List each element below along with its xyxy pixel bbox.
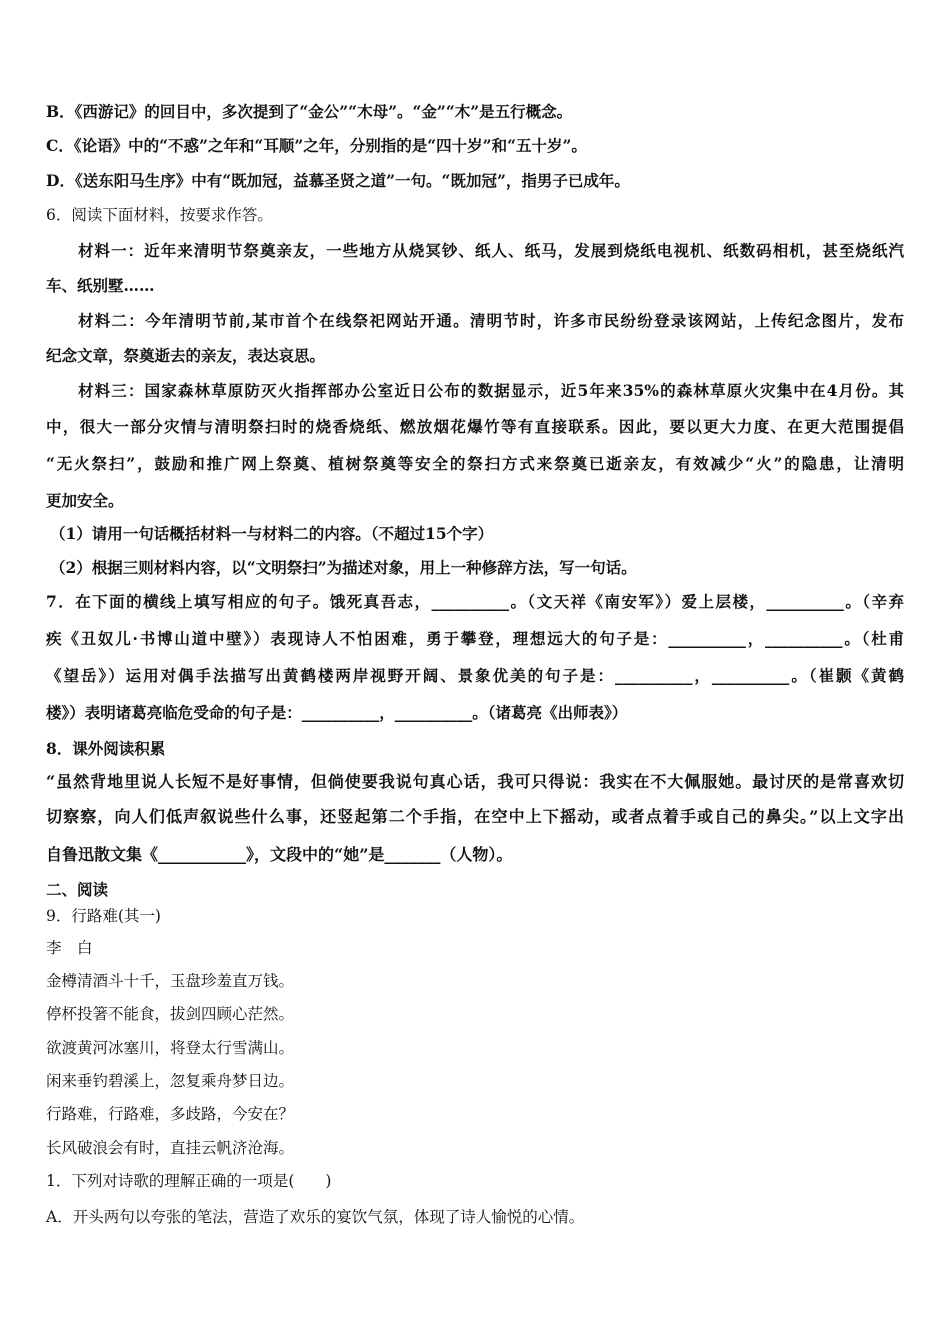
q6-material2-line1: 材料二：今年清明节前,某市首个在线祭祀网站开通。清明节时，许多市民纷纷登录该网站，上传纪念图片，发布 — [78, 311, 904, 330]
q6-material3-line3: “无火祭扫”，鼓励和推广网上祭奠、植树祭奠等安全的祭扫方式来祭奠已逝亲友，有效减少“火”的隐患，让清明 — [46, 454, 904, 473]
q6-sub2: （2）根据三则材料内容，以“文明祭扫”为描述对象，用上一种修辞方法，写一句话。 — [50, 558, 637, 577]
q8-line3: 自鲁迅散文集《___________》，文段中的“她”是_______（人物）。 — [46, 845, 513, 864]
section-2-heading: 二、阅读 — [46, 880, 109, 899]
q9-author: 李 白 — [46, 939, 93, 957]
option-c: C．《论语》中的“不惑”之年和“耳顺”之年，分别指的是“四十岁”和“五十岁”。 — [46, 136, 587, 155]
q6-material3-line1: 材料三：国家森林草原防灭火指挥部办公室近日公布的数据显示，近5年来35%的森林草原火灾集中在4月份。其 — [78, 381, 904, 400]
q9-title: 9．行路难(其一) — [46, 907, 161, 925]
q6-material3-line4: 更加安全。 — [46, 491, 124, 510]
option-b: B．《西游记》的回目中，多次提到了“金公”“木母”。“金”“木”是五行概念。 — [46, 102, 573, 121]
poem-line-3: 欲渡黄河冰塞川，将登太行雪满山。 — [46, 1039, 295, 1057]
q6-material3-line2: 中，很大一部分灾情与清明祭扫时的烧香烧纸、燃放烟花爆竹等有直接联系。因此，要以更大力度、在更大范围提倡 — [46, 417, 904, 436]
poem-line-1: 金樽清酒斗十千，玉盘珍羞直万钱。 — [46, 972, 295, 990]
q7-line2: 疾《丑奴儿·书博山道中壁》）表现诗人不怕困难，勇于攀登，理想远大的句子是：__________，__________。（杜甫 — [46, 629, 904, 648]
q9-option-a: A．开头两句以夸张的笔法，营造了欢乐的宴饮气氛，体现了诗人愉悦的心情。 — [46, 1208, 585, 1226]
q9-sub1: 1．下列对诗歌的理解正确的一项是( ) — [46, 1172, 332, 1190]
q8-line1: “虽然背地里说人长短不是好事情，但倘使要我说句真心话，我可只得说：我实在不大佩服她。最讨厌的是常喜欢切 — [46, 772, 904, 791]
q7-line1: 7．在下面的横线上填写相应的句子。饿死真吾志，__________。（文天祥《南安军》）爱上层楼，__________。（辛弃 — [46, 592, 904, 611]
poem-line-2: 停杯投箸不能食，拔剑四顾心茫然。 — [46, 1005, 295, 1023]
q8-title: 8．课外阅读积累 — [46, 739, 166, 758]
q7-line4: 楼》）表明诸葛亮临危受命的句子是：__________，__________。（诸葛亮《出师表》） — [46, 703, 628, 722]
q6-title: 6．阅读下面材料，按要求作答。 — [46, 206, 273, 224]
q6-material1-line2: 车、纸别墅…… — [46, 276, 155, 295]
poem-line-6: 长风破浪会有时，直挂云帆济沧海。 — [46, 1139, 295, 1157]
q6-sub1: （1）请用一句话概括材料一与材料二的内容。（不超过15个字） — [50, 524, 494, 543]
q8-line2: 切察察，向人们低声叙说些什么事，还竖起第二个手指，在空中上下摇动，或者点着手或自己的鼻尖。”以上文字出 — [46, 807, 904, 826]
poem-line-5: 行路难，行路难，多歧路，今安在？ — [46, 1105, 295, 1123]
option-d: D．《送东阳马生序》中有“既加冠，益慕圣贤之道”一句。“既加冠”，指男子已成年。 — [46, 171, 630, 190]
q6-material2-line2: 纪念文章，祭奠逝去的亲友，表达哀思。 — [46, 346, 326, 365]
q7-line3: 《望岳》）运用对偶手法描写出黄鹤楼两岸视野开阔、景象优美的句子是：__________，__________。（崔颢《黄鹤 — [46, 666, 904, 685]
poem-line-4: 闲来垂钓碧溪上，忽复乘舟梦日边。 — [46, 1072, 295, 1090]
q6-material1-line1: 材料一：近年来清明节祭奠亲友，一些地方从烧冥钞、纸人、纸马，发展到烧纸电视机、纸数码相机，甚至烧纸汽 — [78, 241, 904, 260]
